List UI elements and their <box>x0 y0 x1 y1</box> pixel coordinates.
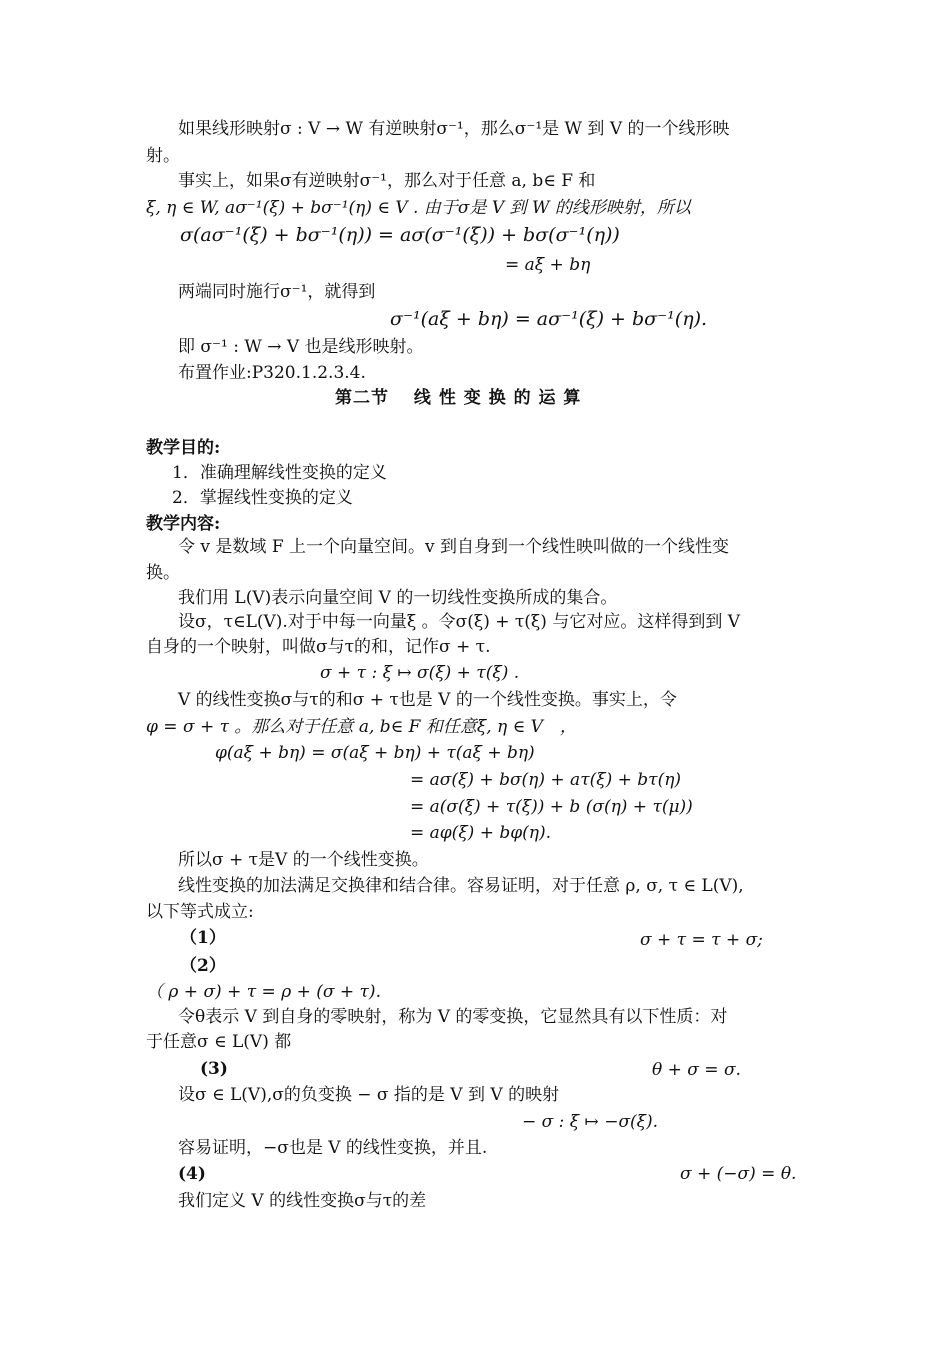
law-3-formula: θ + σ = σ. <box>652 1060 741 1080</box>
law-4-formula: σ + (−σ) = θ. <box>680 1164 797 1184</box>
sum-is-linear-line1: V 的线性变换σ与τ的和σ + τ也是 V 的一个线性变换。事实上，令 <box>178 690 677 710</box>
teaching-goal-2: 2．掌握线性变换的定义 <box>172 488 353 508</box>
addition-laws-line2: 以下等式成立: <box>146 902 254 922</box>
law-2-formula: （ ρ + σ) + τ = ρ + (σ + τ). <box>146 982 381 1002</box>
apply-inverse-text: 两端同时施行σ⁻¹，就得到 <box>178 282 376 302</box>
set-lv-definition: 我们用 L(V)表示向量空间 V 的一切线性变换所成的集合。 <box>178 588 618 608</box>
definition-line2: 换。 <box>146 563 180 583</box>
teaching-goal-1: 1．准确理解线性变换的定义 <box>172 463 387 483</box>
phi-equation-4: = aφ(ξ) + bφ(η). <box>410 823 552 843</box>
addition-laws-line1: 线性变换的加法满足交换律和结合律。容易证明，对于任意 ρ, σ, τ ∈ L(V), <box>178 876 744 896</box>
teaching-goals-heading: 教学目的: <box>146 438 221 458</box>
difference-definition: 我们定义 V 的线性变换σ与τ的差 <box>178 1191 427 1211</box>
negative-is-linear-text: 容易证明，−σ也是 V 的线性变换，并且. <box>178 1138 488 1158</box>
homework-assignment: 布置作业:P320.1.2.3.4. <box>178 363 366 383</box>
teaching-content-heading: 教学内容: <box>146 514 221 534</box>
proof-equation-1-result: = aξ + bη <box>505 255 591 275</box>
proof-intro-line1: 事实上，如果σ有逆映射σ⁻¹，那么对于任意 a, b∈ F 和 <box>178 171 596 191</box>
phi-equation-2: = aσ(ξ) + bσ(η) + aτ(ξ) + bτ(η) <box>410 770 682 790</box>
sum-is-linear-line2: φ = σ + τ 。那么对于任意 a, b∈ F 和任意ξ, η ∈ V ， <box>146 717 577 737</box>
inverse-is-linear-conclusion: 即 σ⁻¹ : W → V 也是线形映射。 <box>178 337 424 357</box>
sum-definition-line1: 设σ，τ∈L(V).对于中每一向量ξ 。令σ(ξ) + τ(ξ) 与它对应。这样得到到 V <box>178 612 740 632</box>
para-inverse-mapping-line2: 射。 <box>146 146 180 166</box>
proof-intro-line2: ξ, η ∈ W, aσ⁻¹(ξ) + bσ⁻¹(η) ∈ V . 由于σ是 V 到 W 的线形映射，所以 <box>146 198 691 218</box>
section-title: 第二节 线 性 变 换 的 运 算 <box>335 388 582 408</box>
law-2-number: （2） <box>180 956 226 976</box>
negative-transform-definition: 设σ ∈ L(V),σ的负变换 − σ 指的是 V 到 V 的映射 <box>178 1085 560 1105</box>
zero-transform-line2: 于任意σ ∈ L(V) 都 <box>146 1032 292 1052</box>
sum-linear-conclusion: 所以σ + τ是V 的一个线性变换。 <box>178 850 429 870</box>
phi-equation-1: φ(aξ + bη) = σ(aξ + bη) + τ(aξ + bη) <box>215 743 535 763</box>
zero-transform-line1: 令θ表示 V 到自身的零映射，称为 V 的零变换，它显然具有以下性质：对 <box>178 1007 728 1027</box>
definition-line1: 令 v 是数域 F 上一个向量空间。v 到自身到一个线性映叫做的一个线性变 <box>178 537 730 557</box>
law-1-formula: σ + τ = τ + σ; <box>640 930 763 950</box>
law-1-number: （1） <box>180 928 226 948</box>
para-inverse-mapping-line1: 如果线形映射σ : V → W 有逆映射σ⁻¹，那么σ⁻¹是 W 到 V 的一个线形映 <box>178 119 730 139</box>
law-3-number: (3) <box>200 1059 228 1079</box>
proof-equation-2: σ⁻¹(aξ + bη) = aσ⁻¹(ξ) + bσ⁻¹(η). <box>390 308 708 330</box>
law-4-number: (4) <box>178 1164 206 1184</box>
sum-mapping-formula: σ + τ : ξ ↦ σ(ξ) + τ(ξ) . <box>320 663 520 683</box>
sum-definition-line2: 自身的一个映射，叫做σ与τ的和，记作σ + τ. <box>146 637 491 657</box>
proof-equation-1: σ(aσ⁻¹(ξ) + bσ⁻¹(η)) = aσ(σ⁻¹(ξ)) + bσ(σ⁻¹(η)) <box>180 224 620 246</box>
negative-transform-formula: − σ : ξ ↦ −σ(ξ). <box>522 1112 659 1132</box>
phi-equation-3: = a(σ(ξ) + τ(ξ)) + b (σ(η) + τ(μ)) <box>410 797 693 817</box>
